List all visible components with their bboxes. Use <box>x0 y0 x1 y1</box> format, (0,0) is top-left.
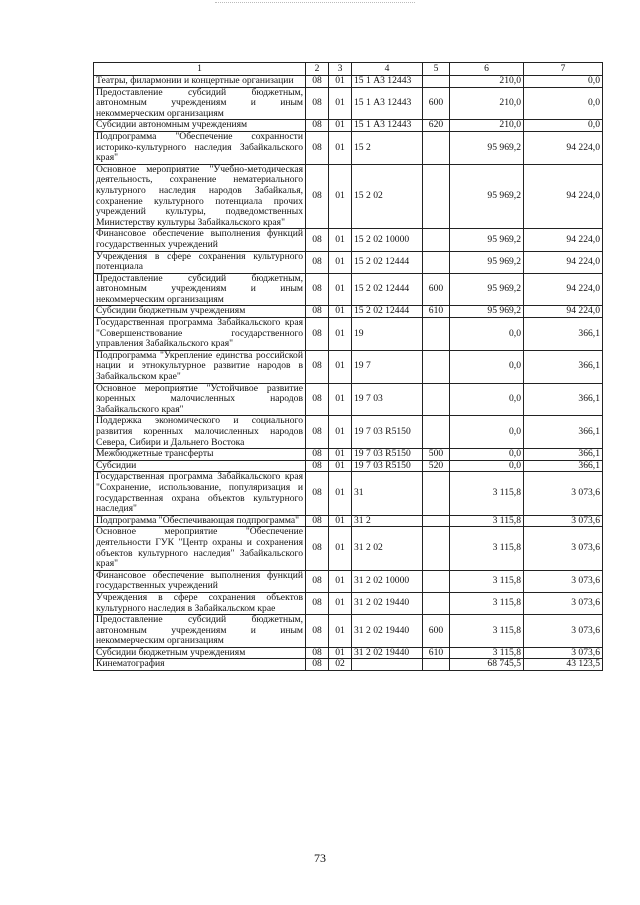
expense-type-cell <box>423 416 450 449</box>
target-article-cell: 31 2 <box>352 515 423 527</box>
amount-year-1-cell: 3 115,8 <box>450 472 524 515</box>
section-code-cell: 08 <box>306 659 329 671</box>
subsection-code-cell: 01 <box>329 416 352 449</box>
expense-type-cell <box>423 318 450 351</box>
amount-year-2-cell: 3 073,6 <box>524 592 603 614</box>
section-code-cell: 08 <box>306 273 329 306</box>
amount-year-1-cell: 95 969,2 <box>450 306 524 318</box>
row-name-cell: Подпрограмма "Обеспечивающая подпрограмма" <box>94 515 306 527</box>
subsection-code-cell: 01 <box>329 615 352 648</box>
target-article-cell: 15 2 02 12444 <box>352 306 423 318</box>
row-name-cell: Субсидии бюджетным учреждениям <box>94 306 306 318</box>
row-name-cell: Учреждения в сфере сохранения культурного потенциала <box>94 251 306 273</box>
target-article-cell: 15 1 А3 12443 <box>352 120 423 132</box>
amount-year-1-cell: 210,0 <box>450 87 524 120</box>
target-article-cell <box>352 659 423 671</box>
section-code-cell: 08 <box>306 306 329 318</box>
subsection-code-cell: 02 <box>329 659 352 671</box>
subsection-code-cell: 01 <box>329 570 352 592</box>
row-name-cell: Государственная программа Забайкальского края "Сохранение, использование, популяризация и государственная охрана объектов культурного наследия" <box>94 472 306 515</box>
expense-type-cell <box>423 592 450 614</box>
table-row <box>94 416 603 449</box>
table-row <box>94 87 603 120</box>
target-article-cell: 31 2 02 19440 <box>352 615 423 648</box>
expense-type-cell <box>423 76 450 88</box>
subsection-code-cell: 01 <box>329 350 352 383</box>
target-article-cell: 15 2 <box>352 131 423 164</box>
row-name-cell: Основное мероприятие "Учебно-методическая деятельность, сохранение нематериального культурного наследия народов Забайкалья, сохранение культурного потенциала прочих учреждений культуры, подведомственных Министерству культуры Забайкальского края" <box>94 164 306 229</box>
target-article-cell: 19 7 03 R5150 <box>352 460 423 472</box>
amount-year-1-cell: 95 969,2 <box>450 229 524 251</box>
amount-year-1-cell: 95 969,2 <box>450 251 524 273</box>
table-row <box>94 449 603 461</box>
row-name-cell: Кинематография <box>94 659 306 671</box>
amount-year-1-cell: 3 115,8 <box>450 570 524 592</box>
table-row <box>94 472 603 515</box>
section-code-cell: 08 <box>306 350 329 383</box>
amount-year-1-cell: 210,0 <box>450 76 524 88</box>
amount-year-2-cell: 3 073,6 <box>524 615 603 648</box>
subsection-code-cell: 01 <box>329 449 352 461</box>
amount-year-1-cell: 0,0 <box>450 318 524 351</box>
amount-year-2-cell: 94 224,0 <box>524 229 603 251</box>
subsection-code-cell: 01 <box>329 251 352 273</box>
table-row <box>94 350 603 383</box>
section-code-cell: 08 <box>306 87 329 120</box>
expense-type-cell <box>423 229 450 251</box>
amount-year-2-cell: 366,1 <box>524 460 603 472</box>
row-name-cell: Предоставление субсидий бюджетным, автономным учреждениям и иным некоммерческим организациям <box>94 87 306 120</box>
budget-table-body <box>94 63 603 671</box>
header-cell-3: 3 <box>329 63 352 76</box>
subsection-code-cell: 01 <box>329 647 352 659</box>
row-name-cell: Поддержка экономического и социального развития коренных малочисленных народов Севера, Сибири и Дальнего Востока <box>94 416 306 449</box>
expense-type-cell: 620 <box>423 120 450 132</box>
subsection-code-cell: 01 <box>329 273 352 306</box>
amount-year-1-cell: 3 115,8 <box>450 647 524 659</box>
expense-type-cell <box>423 164 450 229</box>
row-name-cell: Учреждения в сфере сохранения объектов культурного наследия в Забайкальском крае <box>94 592 306 614</box>
target-article-cell: 31 2 02 10000 <box>352 570 423 592</box>
subsection-code-cell: 01 <box>329 164 352 229</box>
section-code-cell: 08 <box>306 647 329 659</box>
amount-year-1-cell: 95 969,2 <box>450 273 524 306</box>
budget-table <box>93 62 603 671</box>
amount-year-1-cell: 0,0 <box>450 383 524 416</box>
amount-year-1-cell: 0,0 <box>450 350 524 383</box>
table-row <box>94 659 603 671</box>
amount-year-2-cell: 366,1 <box>524 350 603 383</box>
amount-year-2-cell: 94 224,0 <box>524 273 603 306</box>
amount-year-2-cell: 366,1 <box>524 416 603 449</box>
target-article-cell: 15 1 А3 12443 <box>352 87 423 120</box>
amount-year-2-cell: 3 073,6 <box>524 472 603 515</box>
header-cell-2: 2 <box>306 63 329 76</box>
amount-year-2-cell: 3 073,6 <box>524 647 603 659</box>
target-article-cell: 31 2 02 19440 <box>352 592 423 614</box>
table-row <box>94 229 603 251</box>
table-row <box>94 164 603 229</box>
subsection-code-cell: 01 <box>329 131 352 164</box>
target-article-cell: 31 <box>352 472 423 515</box>
amount-year-1-cell: 3 115,8 <box>450 515 524 527</box>
header-cell-1: 1 <box>94 63 306 76</box>
subsection-code-cell: 01 <box>329 229 352 251</box>
table-row <box>94 592 603 614</box>
amount-year-2-cell: 366,1 <box>524 383 603 416</box>
row-name-cell: Предоставление субсидий бюджетным, автономным учреждениям и иным некоммерческим организациям <box>94 615 306 648</box>
page-number: 73 <box>314 851 326 865</box>
header-cell-7: 7 <box>524 63 603 76</box>
row-name-cell: Театры, филармонии и концертные организации <box>94 76 306 88</box>
section-code-cell: 08 <box>306 527 329 570</box>
row-name-cell: Предоставление субсидий бюджетным, автономным учреждениям и иным некоммерческим организациям <box>94 273 306 306</box>
subsection-code-cell: 01 <box>329 592 352 614</box>
row-name-cell: Субсидии <box>94 460 306 472</box>
row-name-cell: Подпрограмма "Обеспечение сохранности историко-культурного наследия Забайкальского края" <box>94 131 306 164</box>
amount-year-2-cell: 94 224,0 <box>524 251 603 273</box>
section-code-cell: 08 <box>306 460 329 472</box>
expense-type-cell <box>423 570 450 592</box>
expense-type-cell <box>423 131 450 164</box>
table-row <box>94 515 603 527</box>
target-article-cell: 15 2 02 <box>352 164 423 229</box>
subsection-code-cell: 01 <box>329 527 352 570</box>
table-row <box>94 76 603 88</box>
expense-type-cell: 600 <box>423 87 450 120</box>
row-name-cell: Межбюджетные трансферты <box>94 449 306 461</box>
expense-type-cell <box>423 383 450 416</box>
target-article-cell: 19 <box>352 318 423 351</box>
table-row <box>94 318 603 351</box>
subsection-code-cell: 01 <box>329 76 352 88</box>
amount-year-2-cell: 3 073,6 <box>524 570 603 592</box>
amount-year-1-cell: 3 115,8 <box>450 527 524 570</box>
expense-type-cell <box>423 251 450 273</box>
target-article-cell: 15 2 02 12444 <box>352 273 423 306</box>
top-edge-mark <box>215 2 415 4</box>
target-article-cell: 19 7 03 R5150 <box>352 449 423 461</box>
row-name-cell: Основное мероприятие "Обеспечение деятельности ГУК "Центр охраны и сохранения объектов культурного наследия" Забайкальского края" <box>94 527 306 570</box>
section-code-cell: 08 <box>306 472 329 515</box>
subsection-code-cell: 01 <box>329 120 352 132</box>
amount-year-2-cell: 94 224,0 <box>524 306 603 318</box>
amount-year-2-cell: 94 224,0 <box>524 131 603 164</box>
section-code-cell: 08 <box>306 120 329 132</box>
amount-year-1-cell: 0,0 <box>450 416 524 449</box>
subsection-code-cell: 01 <box>329 87 352 120</box>
section-code-cell: 08 <box>306 515 329 527</box>
amount-year-2-cell: 366,1 <box>524 449 603 461</box>
target-article-cell: 15 2 02 10000 <box>352 229 423 251</box>
header-cell-4: 4 <box>352 63 423 76</box>
header-row <box>94 63 603 76</box>
table-row <box>94 615 603 648</box>
target-article-cell: 15 2 02 12444 <box>352 251 423 273</box>
amount-year-1-cell: 0,0 <box>450 460 524 472</box>
subsection-code-cell: 01 <box>329 306 352 318</box>
amount-year-1-cell: 95 969,2 <box>450 131 524 164</box>
table-row <box>94 527 603 570</box>
subsection-code-cell: 01 <box>329 515 352 527</box>
table-row <box>94 383 603 416</box>
expense-type-cell <box>423 659 450 671</box>
amount-year-1-cell: 3 115,8 <box>450 615 524 648</box>
section-code-cell: 08 <box>306 615 329 648</box>
expense-type-cell: 600 <box>423 273 450 306</box>
amount-year-2-cell: 3 073,6 <box>524 527 603 570</box>
expense-type-cell: 520 <box>423 460 450 472</box>
amount-year-1-cell: 68 745,5 <box>450 659 524 671</box>
section-code-cell: 08 <box>306 318 329 351</box>
section-code-cell: 08 <box>306 229 329 251</box>
row-name-cell: Основное мероприятие "Устойчивое развитие коренных малочисленных народов Забайкальского края" <box>94 383 306 416</box>
amount-year-2-cell: 0,0 <box>524 120 603 132</box>
table-row <box>94 570 603 592</box>
expense-type-cell: 600 <box>423 615 450 648</box>
target-article-cell: 19 7 <box>352 350 423 383</box>
target-article-cell: 19 7 03 R5150 <box>352 416 423 449</box>
amount-year-1-cell: 3 115,8 <box>450 592 524 614</box>
section-code-cell: 08 <box>306 383 329 416</box>
section-code-cell: 08 <box>306 449 329 461</box>
section-code-cell: 08 <box>306 131 329 164</box>
section-code-cell: 08 <box>306 570 329 592</box>
table-row <box>94 647 603 659</box>
section-code-cell: 08 <box>306 164 329 229</box>
section-code-cell: 08 <box>306 592 329 614</box>
amount-year-2-cell: 43 123,5 <box>524 659 603 671</box>
table-row <box>94 251 603 273</box>
amount-year-2-cell: 94 224,0 <box>524 164 603 229</box>
row-name-cell: Финансовое обеспечение выполнения функций государственных учреждений <box>94 570 306 592</box>
amount-year-2-cell: 366,1 <box>524 318 603 351</box>
amount-year-1-cell: 95 969,2 <box>450 164 524 229</box>
row-name-cell: Субсидии автономным учреждениям <box>94 120 306 132</box>
target-article-cell: 31 2 02 <box>352 527 423 570</box>
row-name-cell: Финансовое обеспечение выполнения функций государственных учреждений <box>94 229 306 251</box>
row-name-cell: Субсидии бюджетным учреждениям <box>94 647 306 659</box>
header-cell-5: 5 <box>423 63 450 76</box>
expense-type-cell <box>423 472 450 515</box>
subsection-code-cell: 01 <box>329 472 352 515</box>
header-cell-6: 6 <box>450 63 524 76</box>
expense-type-cell <box>423 515 450 527</box>
section-code-cell: 08 <box>306 76 329 88</box>
subsection-code-cell: 01 <box>329 318 352 351</box>
row-name-cell: Государственная программа Забайкальского края "Совершенствование государственного управления Забайкальского края" <box>94 318 306 351</box>
expense-type-cell: 610 <box>423 647 450 659</box>
target-article-cell: 15 1 А3 12443 <box>352 76 423 88</box>
table-row <box>94 120 603 132</box>
section-code-cell: 08 <box>306 251 329 273</box>
table-row <box>94 460 603 472</box>
section-code-cell: 08 <box>306 416 329 449</box>
expense-type-cell: 610 <box>423 306 450 318</box>
amount-year-2-cell: 0,0 <box>524 87 603 120</box>
amount-year-2-cell: 0,0 <box>524 76 603 88</box>
expense-type-cell: 500 <box>423 449 450 461</box>
amount-year-2-cell: 3 073,6 <box>524 515 603 527</box>
expense-type-cell <box>423 350 450 383</box>
expense-type-cell <box>423 527 450 570</box>
table-row <box>94 306 603 318</box>
target-article-cell: 31 2 02 19440 <box>352 647 423 659</box>
table-row <box>94 131 603 164</box>
subsection-code-cell: 01 <box>329 460 352 472</box>
row-name-cell: Подпрограмма "Укрепление единства российской нации и этнокультурное развитие народов в Забайкальском крае" <box>94 350 306 383</box>
table-row <box>94 273 603 306</box>
target-article-cell: 19 7 03 <box>352 383 423 416</box>
amount-year-1-cell: 210,0 <box>450 120 524 132</box>
amount-year-1-cell: 0,0 <box>450 449 524 461</box>
subsection-code-cell: 01 <box>329 383 352 416</box>
